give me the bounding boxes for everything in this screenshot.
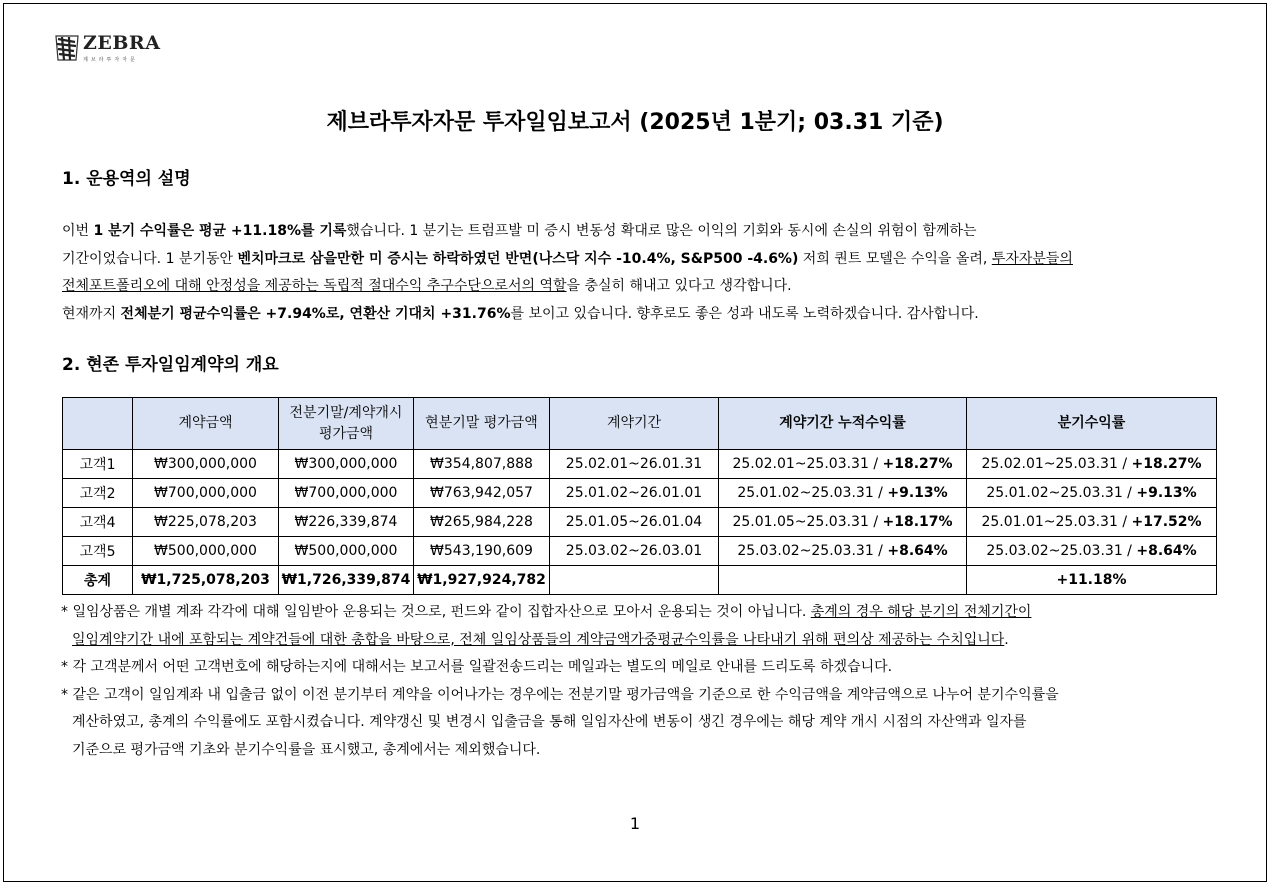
header-curr-value: 현분기말 평가금액 xyxy=(414,398,550,450)
zebra-head-icon xyxy=(54,34,80,62)
note-1-line-2: 일임계약기간 내에 포함되는 계약건들에 대한 총합을 바탕으로, 전체 일임상품들의 계약금액가중평균수익률을 나타내기 위해 편의상 제공하는 수치입니다. xyxy=(72,631,1009,648)
contract-period: 25.01.05~26.01.04 xyxy=(550,508,719,537)
total-label: 총계 xyxy=(63,566,133,595)
header-client xyxy=(63,398,133,450)
total-period-empty xyxy=(550,566,719,595)
contracts-table xyxy=(62,397,1217,595)
para-line-3: 전체포트폴리오에 대해 안정성을 제공하는 독립적 절대수익 추구수단으로서의 역할을 충실히 해내고 있다고 생각합니다. xyxy=(62,278,792,294)
contract-amount: ₩500,000,000 xyxy=(133,537,279,566)
table-row xyxy=(63,479,1217,508)
prev-value: ₩300,000,000 xyxy=(279,450,414,479)
para-line-2: 기간이었습니다. 1 분기동안 벤치마크로 삼을만한 미 증시는 하락하였던 반면(나스닥 지수 -10.4%, S&P500 -4.6%) 저희 퀀트 모델은 수익을 올려, 투자자분들의 xyxy=(62,250,1073,267)
section2-heading: 2. 현존 투자일임계약의 개요 xyxy=(62,355,279,375)
header-quarter-return: 분기수익률 xyxy=(967,398,1217,450)
contract-amount: ₩700,000,000 xyxy=(133,479,279,508)
prev-value: ₩500,000,000 xyxy=(279,537,414,566)
cumulative-return: 25.02.01~25.03.31 / +18.27% xyxy=(719,450,967,479)
curr-value: ₩354,807,888 xyxy=(414,450,550,479)
quarter-return: 25.01.02~25.03.31 / +9.13% xyxy=(967,479,1217,508)
para-line-4: 현재까지 전체분기 평균수익률은 +7.94%로, 연환산 기대치 +31.76%를 보이고 있습니다. 향후로도 좋은 성과 내도록 노력하겠습니다. 감사합니다. xyxy=(62,305,979,322)
note-3-line-1: * 같은 고객이 일임계좌 내 입출금 없이 이전 분기부터 계약을 이어나가는 경우에는 전분기말 평가금액을 기준으로 한 수익금액을 계약금액으로 나누어 분기수익률을 xyxy=(61,686,1059,703)
curr-value: ₩763,942,057 xyxy=(414,479,550,508)
table-row xyxy=(63,450,1217,479)
cumulative-return: 25.01.05~25.03.31 / +18.17% xyxy=(719,508,967,537)
contract-amount: ₩300,000,000 xyxy=(133,450,279,479)
contract-amount: ₩225,078,203 xyxy=(133,508,279,537)
total-amount: ₩1,725,078,203 xyxy=(133,566,279,595)
curr-value: ₩543,190,609 xyxy=(414,537,550,566)
quarter-return: 25.01.01~25.03.31 / +17.52% xyxy=(967,508,1217,537)
section1-paragraph xyxy=(62,218,1222,328)
client-name: 고객5 xyxy=(63,537,133,566)
table-total-row xyxy=(63,566,1217,595)
total-quarter-return: +11.18% xyxy=(967,566,1217,595)
table-row xyxy=(63,537,1217,566)
table-row xyxy=(63,508,1217,537)
prev-value: ₩226,339,874 xyxy=(279,508,414,537)
header-amount: 계약금액 xyxy=(133,398,279,450)
quarter-return: 25.02.01~25.03.31 / +18.27% xyxy=(967,450,1217,479)
prev-value: ₩700,000,000 xyxy=(279,479,414,508)
total-prev-value: ₩1,726,339,874 xyxy=(279,566,414,595)
total-curr-value: ₩1,927,924,782 xyxy=(414,566,550,595)
contract-period: 25.03.02~26.03.01 xyxy=(550,537,719,566)
note-3-line-2: 계산하였고, 총계의 수익률에도 포함시켰습니다. 계약갱신 및 변경시 입출금을 통해 일임자산에 변동이 생긴 경우에는 해당 계약 개시 시점의 자산액과 일자를 xyxy=(72,714,1027,730)
para-line-1: 이번 1 분기 수익률은 평균 +11.18%를 기록했습니다. 1 분기는 트럼프발 미 증시 변동성 확대로 많은 이익의 기회와 동시에 손실의 위험이 함께하는 xyxy=(62,223,977,239)
section1-heading: 1. 운용역의 설명 xyxy=(62,169,191,189)
cumulative-return: 25.01.02~25.03.31 / +9.13% xyxy=(719,479,967,508)
document-page xyxy=(3,3,1267,882)
table-header-row xyxy=(63,398,1217,450)
logo-subtitle: 제브라투자자문 xyxy=(83,57,138,63)
header-period: 계약기간 xyxy=(550,398,719,450)
client-name: 고객4 xyxy=(63,508,133,537)
client-name: 고객1 xyxy=(63,450,133,479)
footnotes xyxy=(61,599,1231,764)
contract-period: 25.01.02~26.01.01 xyxy=(550,479,719,508)
page-number: 1 xyxy=(629,814,641,833)
note-2: * 각 고객분께서 어떤 고객번호에 해당하는지에 대해서는 보고서를 일괄전송드리는 메일과는 별도의 메일로 안내를 드리도록 하겠습니다. xyxy=(61,659,893,675)
note-1-line-1: * 일임상품은 개별 계좌 각각에 대해 일임받아 운용되는 것으로, 펀드와 같이 집합자산으로 모아서 운용되는 것이 아닙니다. 총계의 경우 해당 분기의 전체기간이 xyxy=(61,604,1032,620)
zebra-logo xyxy=(54,34,160,63)
client-name: 고객2 xyxy=(63,479,133,508)
logo-name: ZEBRA xyxy=(83,32,161,54)
header-cumulative-return: 계약기간 누적수익률 xyxy=(719,398,967,450)
curr-value: ₩265,984,228 xyxy=(414,508,550,537)
total-cumulative-empty xyxy=(719,566,967,595)
cumulative-return: 25.03.02~25.03.31 / +8.64% xyxy=(719,537,967,566)
note-3-line-3: 기준으로 평가금액 기초와 분기수익률을 표시했고, 총계에서는 제외했습니다. xyxy=(72,741,541,758)
report-title: 제브라투자자문 투자일임보고서 (2025년 1분기; 03.31 기준) xyxy=(326,110,944,135)
contract-period: 25.02.01~26.01.31 xyxy=(550,450,719,479)
header-prev-value: 전분기말/계약개시 평가금액 xyxy=(279,398,414,450)
quarter-return: 25.03.02~25.03.31 / +8.64% xyxy=(967,537,1217,566)
